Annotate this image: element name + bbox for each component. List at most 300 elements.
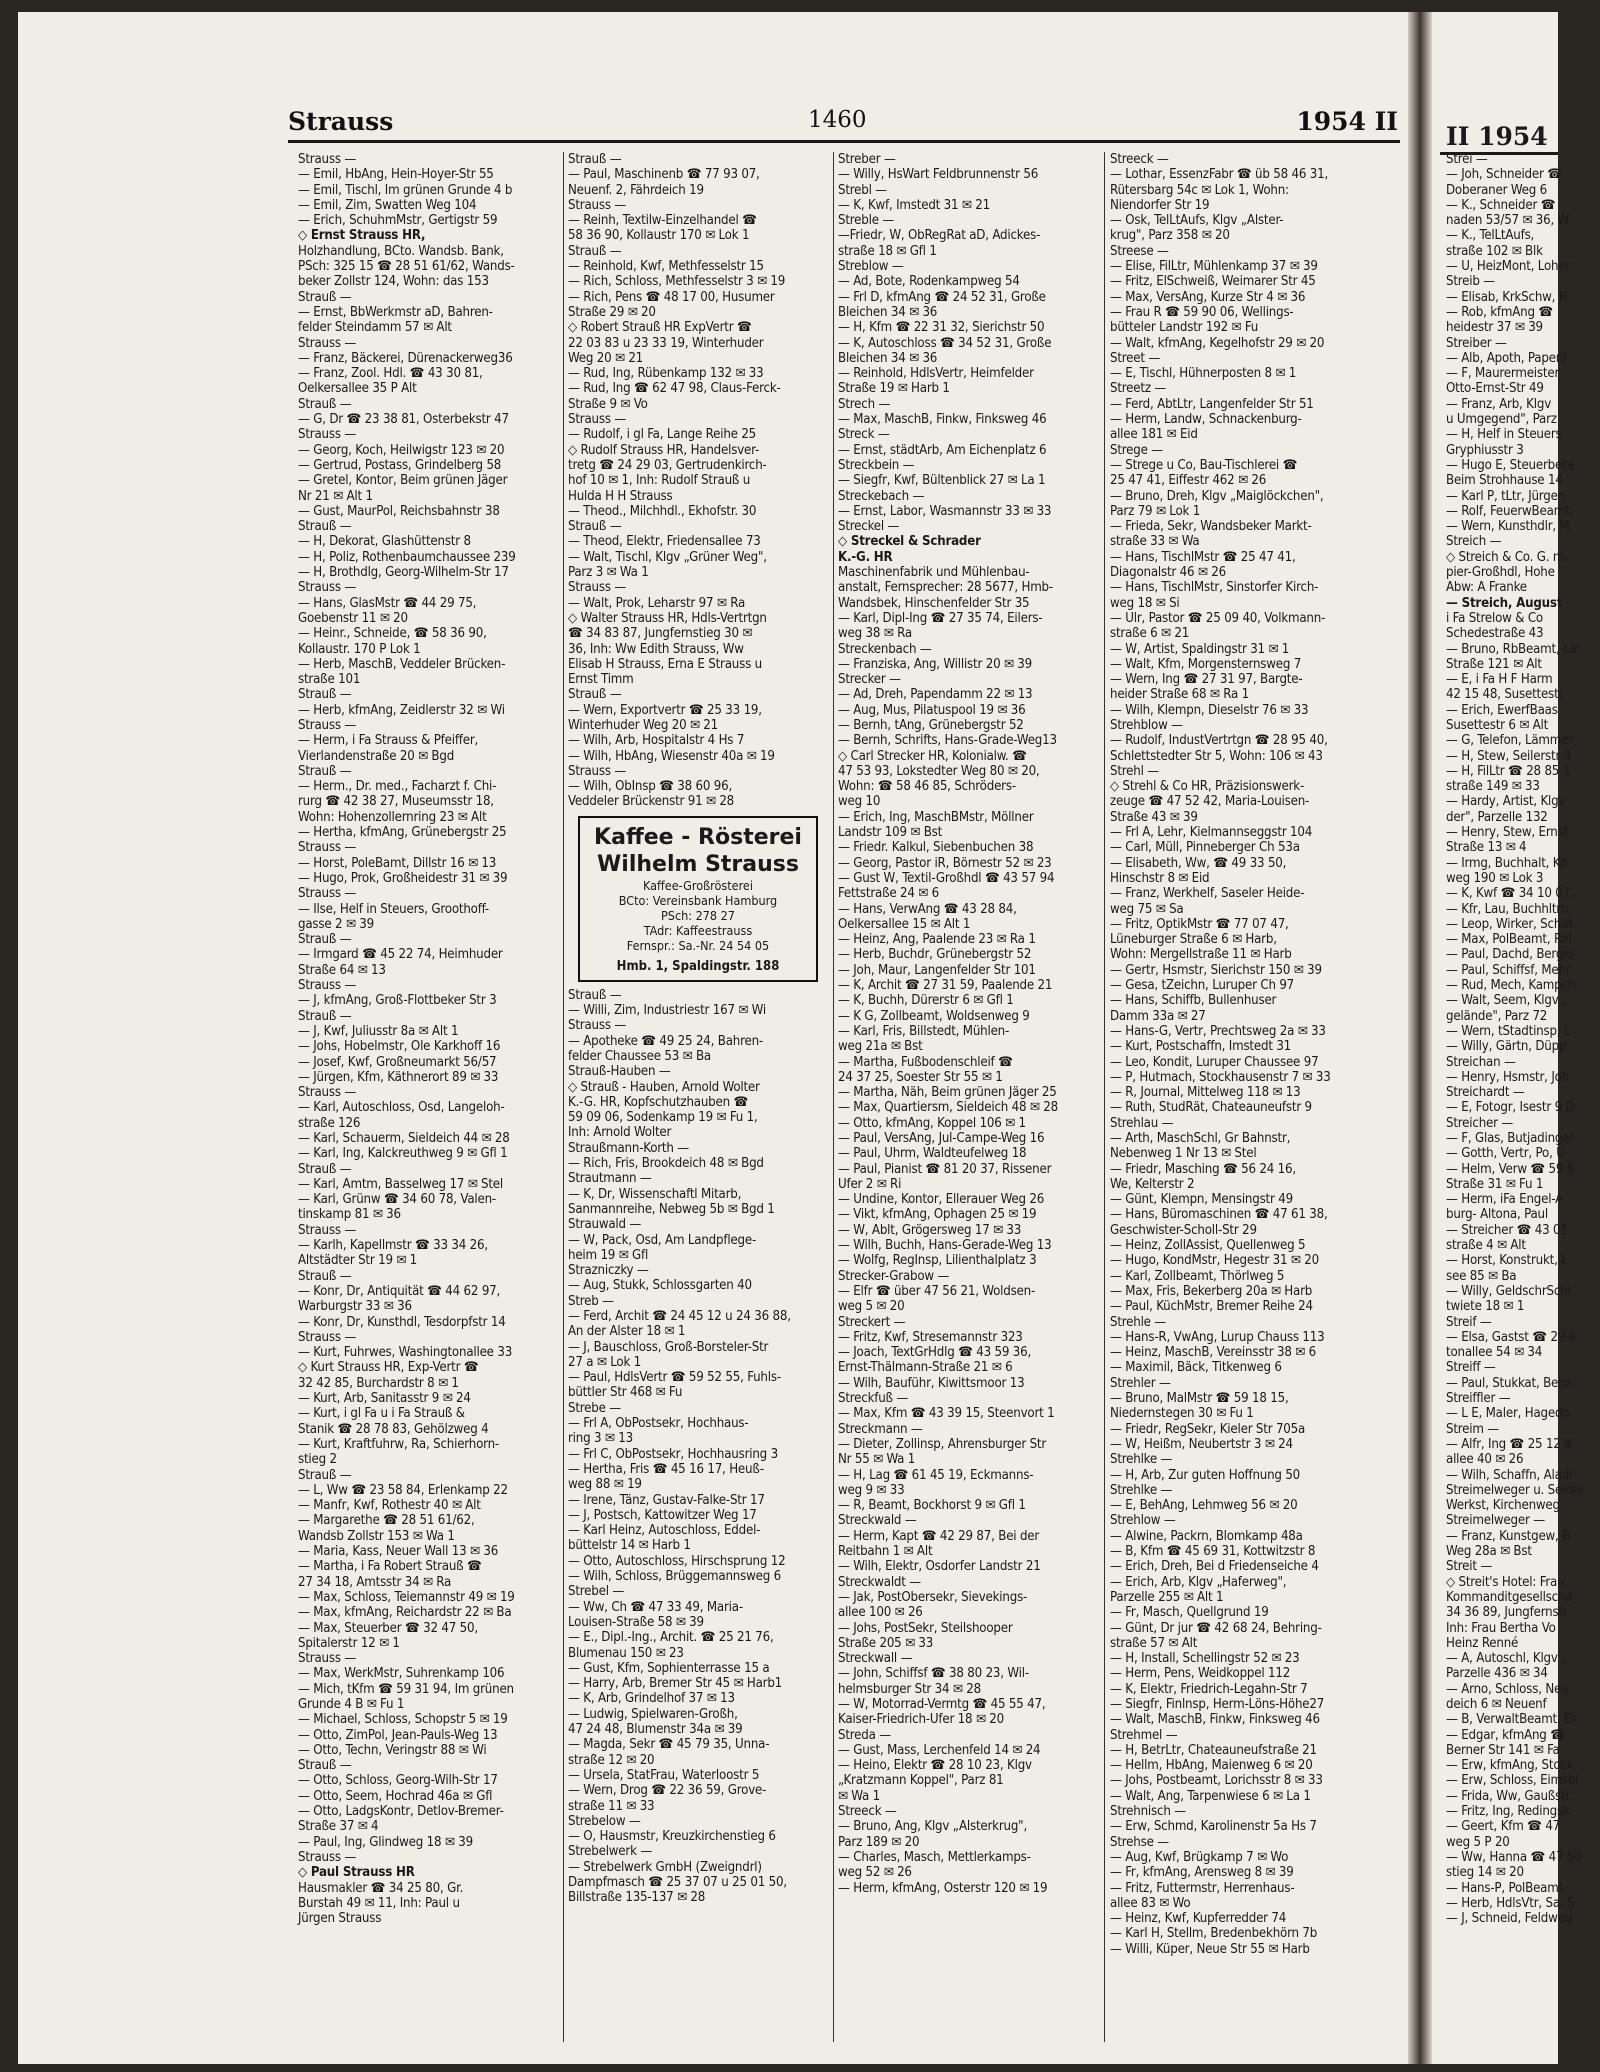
directory-entry: Kommanditgesellscha bbox=[1446, 1589, 1573, 1605]
directory-entry: Hinschstr 8 ✉ Eid bbox=[1110, 870, 1210, 886]
section-heading: Strauss — bbox=[298, 840, 357, 856]
section-heading: Strebelow — bbox=[568, 1813, 641, 1829]
section-heading: Streeck — bbox=[838, 1804, 897, 1820]
directory-entry: — Alb, Apoth, Papenl bbox=[1446, 350, 1567, 366]
directory-entry: — Günt, Klempn, Mensingstr 49 bbox=[1110, 1192, 1293, 1208]
directory-entry: Goebenstr 11 ✉ 20 bbox=[298, 610, 408, 626]
directory-entry: — Elfr ☎ über 47 56 21, Woldsen- bbox=[838, 1283, 1036, 1299]
directory-entry: — Irene, Tänz, Gustav-Falke-Str 17 bbox=[568, 1492, 765, 1508]
directory-entry: — Hans-P, PolBeamt, bbox=[1446, 1880, 1567, 1896]
directory-entry: Stanik ☎ 28 78 83, Gehölzweg 4 bbox=[298, 1421, 489, 1437]
directory-entry: Lüneburger Straße 6 ✉ Harb, bbox=[1110, 932, 1277, 948]
directory-entry: — Alfr, Ing ☎ 25 12 8 bbox=[1446, 1436, 1572, 1452]
directory-entry: — Frida, Ww, Gaußstr bbox=[1446, 1788, 1571, 1804]
directory-entry: Doberaner Weg 6 bbox=[1446, 182, 1547, 198]
directory-entry: — Otto, kfmAng, Koppel 106 ✉ 1 bbox=[838, 1115, 1026, 1131]
directory-entry: — K, Arb, Grindelhof 37 ✉ 13 bbox=[568, 1691, 735, 1707]
directory-entry: weg 5 P 20 bbox=[1446, 1834, 1510, 1850]
directory-entry: weg 9 ✉ 33 bbox=[838, 1482, 905, 1498]
directory-entry: — Vikt, kfmAng, Ophagen 25 ✉ 19 bbox=[838, 1207, 1037, 1223]
directory-entry: — Carl, Müll, Pinneberger Ch 53a bbox=[1110, 840, 1300, 856]
directory-entry: — Karl H, Stellm, Bredenbekhörn 7b bbox=[1110, 1926, 1318, 1942]
directory-entry: — G, Telefon, Lämmer bbox=[1446, 733, 1573, 749]
directory-entry: Burstah 49 ✉ 11, Inh: Paul u bbox=[298, 1895, 460, 1911]
directory-entry: Louisen-Straße 58 ✉ 39 bbox=[568, 1614, 704, 1630]
directory-entry: — Wilh, Arb, Hospitalstr 4 Hs 7 bbox=[568, 733, 745, 749]
directory-entry: ◇ Kurt Strauss HR, Exp-Vertr ☎ bbox=[298, 1360, 479, 1376]
section-heading: Strauss — bbox=[298, 152, 357, 167]
section-heading: Strauss — bbox=[298, 1651, 357, 1667]
directory-entry: tinskamp 81 ✉ 36 bbox=[298, 1207, 401, 1223]
ad-address: Hmb. 1, Spaldingstr. 188 bbox=[616, 958, 780, 974]
directory-entry: — Lothar, EssenzFabr ☎ üb 58 46 31, bbox=[1110, 167, 1329, 183]
section-heading: Strauß — bbox=[298, 519, 352, 535]
directory-entry: — L, Ww ☎ 23 58 84, Erlenkamp 22 bbox=[298, 1482, 508, 1498]
directory-entry: Straße 205 ✉ 33 bbox=[838, 1635, 934, 1651]
directory-column-next-page bbox=[1446, 152, 1583, 2058]
directory-entry: — Apotheke ☎ 49 25 24, Bahren- bbox=[568, 1033, 763, 1049]
directory-entry: — Heinz, Ang, Paalende 23 ✉ Ra 1 bbox=[838, 932, 1036, 948]
directory-entry: — Hans, Büromaschinen ☎ 47 61 38, bbox=[1110, 1207, 1328, 1223]
section-heading: Strehlow — bbox=[1110, 1513, 1176, 1529]
directory-entry: — H, Helf in Steuers bbox=[1446, 427, 1562, 443]
directory-entry: helmsburger Str 34 ✉ 28 bbox=[838, 1681, 981, 1697]
directory-entry: — Reinhold, HdlsVertr, Heimfelder bbox=[838, 366, 1034, 382]
directory-entry: — Walt, Prok, Leharstr 97 ✉ Ra bbox=[568, 595, 746, 611]
section-heading: Strauss — bbox=[298, 1849, 357, 1865]
directory-entry: Bleichen 34 ✉ 36 bbox=[838, 350, 938, 366]
directory-entry: — A, Autoschl, Klgv „ bbox=[1446, 1651, 1568, 1667]
directory-entry: PSch: 325 15 ☎ 28 51 61/62, Wands- bbox=[298, 259, 515, 275]
directory-entry: — Siegfr, Kwf, Bültenblick 27 ✉ La 1 bbox=[838, 473, 1046, 489]
directory-entry: — Fritz, Ing, Redingsk bbox=[1446, 1804, 1570, 1820]
section-heading: Streiff — bbox=[1446, 1360, 1496, 1376]
section-heading: Straußmann-Korth — bbox=[568, 1140, 689, 1156]
directory-entry: straße 101 bbox=[298, 672, 361, 688]
directory-entry: — Ilse, Helf in Steuers, Groothoff- bbox=[298, 901, 490, 917]
directory-entry: — Herb, HdlsVtr, Sa, S bbox=[1446, 1895, 1575, 1911]
directory-entry: Oelkersallee 15 ✉ Alt 1 bbox=[838, 916, 971, 932]
directory-entry: — Herm, Landw, Schnackenburg- bbox=[1110, 412, 1302, 428]
directory-entry: — Rudolf, i gl Fa, Lange Reihe 25 bbox=[568, 427, 757, 443]
directory-entry: — Johs, Postbeamt, Lorichsstr 8 ✉ 33 bbox=[1110, 1773, 1323, 1789]
directory-entry: büttelstr 14 ✉ Harb 1 bbox=[568, 1538, 691, 1554]
directory-entry: K.-G. HR bbox=[838, 549, 893, 565]
directory-entry: — B, Kfm ☎ 45 69 31, Kottwitzstr 8 bbox=[1110, 1544, 1316, 1560]
directory-entry: — R, Beamt, Bockhorst 9 ✉ Gfl 1 bbox=[838, 1498, 1026, 1514]
section-heading: Streicher — bbox=[1446, 1115, 1514, 1131]
section-heading: Strehnisch — bbox=[1110, 1804, 1186, 1820]
directory-entry: Elisab H Strauss, Erna E Strauss u bbox=[568, 656, 762, 672]
page-number: 1460 bbox=[808, 107, 867, 133]
directory-entry: — Kurt, Postschaffn, Imstedt 31 bbox=[1110, 1039, 1292, 1055]
directory-entry: — Geert, Kfm ☎ 47 bbox=[1446, 1819, 1561, 1835]
section-heading: Streckwaldt — bbox=[838, 1574, 921, 1590]
directory-entry: — Magda, Sekr ☎ 45 79 35, Unna- bbox=[568, 1737, 770, 1753]
directory-entry: — Erw, Schmd, Karolinenstr 5a Hs 7 bbox=[1110, 1819, 1317, 1835]
directory-entry: weg 18 ✉ Si bbox=[1110, 595, 1180, 611]
directory-entry: Nr 55 ✉ Wa 1 bbox=[838, 1452, 916, 1468]
directory-entry: weg 5 ✉ 20 bbox=[838, 1299, 905, 1315]
directory-entry: — Gust, MaurPol, Reichsbahnstr 38 bbox=[298, 503, 500, 519]
directory-entry: Dampfmasch ☎ 25 37 07 u 25 01 50, bbox=[568, 1874, 787, 1890]
directory-entry: — Elise, FilLtr, Mühlenkamp 37 ✉ 39 bbox=[1110, 259, 1318, 275]
directory-entry: — Irmg, Buchhalt, Kö bbox=[1446, 855, 1567, 871]
directory-entry: — W, Motorrad-Vermtg ☎ 45 55 47, bbox=[838, 1696, 1046, 1712]
directory-entry: gasse 2 ✉ 39 bbox=[298, 916, 374, 932]
directory-entry: — Max, WerkMstr, Suhrenkamp 106 bbox=[298, 1666, 505, 1682]
directory-entry: — E., Dipl.-Ing., Archit. ☎ 25 21 76, bbox=[568, 1630, 774, 1646]
directory-entry: weg 190 ✉ Lok 3 bbox=[1446, 870, 1544, 886]
section-heading: Streib — bbox=[1446, 274, 1495, 290]
directory-entry: bütteler Landstr 192 ✉ Fu bbox=[1110, 320, 1259, 336]
section-heading: Strauss — bbox=[568, 580, 627, 596]
directory-entry: Fettstraße 24 ✉ 6 bbox=[838, 886, 939, 902]
directory-entry: — Undine, Kontor, Ellerauer Weg 26 bbox=[838, 1192, 1045, 1208]
section-heading: Strauss — bbox=[298, 427, 357, 443]
directory-entry: — G, Dr ☎ 23 38 81, Osterbekstr 47 bbox=[298, 412, 509, 428]
directory-entry: — Max, Quartiersm, Sieldeich 48 ✉ 28 bbox=[838, 1100, 1058, 1116]
section-heading: Strehlau — bbox=[1110, 1115, 1174, 1131]
section-heading: Strazniczky — bbox=[568, 1263, 649, 1279]
header-year-volume: 1954 II bbox=[1296, 107, 1398, 136]
directory-entry: — Martha, Näh, Beim grünen Jäger 25 bbox=[838, 1085, 1057, 1101]
directory-entry: — Rud, Ing ☎ 62 47 98, Claus-Ferck- bbox=[568, 381, 781, 397]
directory-entry: i Fa Strelow & Co bbox=[1446, 610, 1543, 626]
directory-entry: Wandsb Zollstr 153 ✉ Wa 1 bbox=[298, 1528, 455, 1544]
directory-entry: — K, Buchh, Dürerstr 6 ✉ Gfl 1 bbox=[838, 993, 1014, 1009]
directory-entry: — Otto, Schloss, Georg-Wilh-Str 17 bbox=[298, 1773, 498, 1789]
directory-entry: — Wilh, Bauführ, Kiwittsmoor 13 bbox=[838, 1375, 1025, 1391]
directory-entry: straße 6 ✉ 21 bbox=[1110, 626, 1190, 642]
directory-entry: — E, Fotogr, Isestr 9 D bbox=[1446, 1100, 1575, 1116]
section-heading: Strehl — bbox=[1110, 763, 1159, 779]
directory-entry: — Otto, LadgsKontr, Detlov-Bremer- bbox=[298, 1804, 504, 1820]
section-heading: Strauss — bbox=[568, 197, 627, 213]
directory-entry: — K G, Zollbeamt, Woldsenweg 9 bbox=[838, 1008, 1030, 1024]
directory-entry: Reitbahn 1 ✉ Alt bbox=[838, 1544, 933, 1560]
directory-entry: — Ulr, Pastor ☎ 25 09 40, Volkmann- bbox=[1110, 610, 1326, 626]
directory-entry: — E, Tischl, Hühnerposten 8 ✉ 1 bbox=[1110, 366, 1297, 382]
directory-entry: — Henry, Hsmstr, Joh bbox=[1446, 1069, 1569, 1085]
directory-entry: — Hardy, Artist, Klgv bbox=[1446, 794, 1566, 810]
section-heading: Strauß — bbox=[568, 987, 622, 1003]
directory-entry: — H, Dekorat, Glashüttenstr 8 bbox=[298, 534, 471, 550]
directory-entry: — Theod., Milchhdl., Ekhofstr. 30 bbox=[568, 503, 757, 519]
section-heading: Strehler — bbox=[1110, 1375, 1171, 1391]
directory-entry: — Ursela, StatFrau, Waterloostr 5 bbox=[568, 1767, 760, 1783]
directory-entry: — Herb, Buchdr, Grünebergstr 52 bbox=[838, 947, 1032, 963]
directory-entry: pier-Großhdl, Hohe bbox=[1446, 565, 1555, 581]
directory-entry: — Willi, Zim, Industriestr 167 ✉ Wi bbox=[568, 1003, 767, 1019]
directory-entry: — Ww, Ch ☎ 47 33 49, Maria- bbox=[568, 1599, 743, 1615]
directory-entry: allee 83 ✉ Wo bbox=[1110, 1895, 1191, 1911]
directory-entry: — Manfr, Kwf, Rothestr 40 ✉ Alt bbox=[298, 1498, 481, 1514]
section-heading: Strauß — bbox=[298, 932, 352, 948]
section-heading: Streeck — bbox=[1110, 152, 1169, 167]
directory-entry: — Leop, Wirker, Schat bbox=[1446, 916, 1573, 932]
directory-entry: — Joach, TextGrHdlg ☎ 43 59 36, bbox=[838, 1345, 1032, 1361]
directory-entry: — Joh, Schneider ☎ bbox=[1446, 167, 1562, 183]
directory-entry: straße 126 bbox=[298, 1115, 361, 1131]
directory-entry: — Herm, i Fa Strauss & Pfeiffer, bbox=[298, 733, 479, 749]
directory-entry: — Kurt, Arb, Sanitasstr 9 ✉ 24 bbox=[298, 1391, 471, 1407]
directory-entry: — Harry, Arb, Bremer Str 45 ✉ Harb1 bbox=[568, 1676, 783, 1692]
directory-column-2 bbox=[568, 152, 830, 2058]
directory-entry: — Strege u Co, Bau-Tischlerei ☎ bbox=[1110, 457, 1298, 473]
directory-entry: weg 88 ✉ 19 bbox=[568, 1477, 642, 1493]
directory-entry: Hausmakler ☎ 34 25 80, Gr. bbox=[298, 1880, 464, 1896]
advertisement-box bbox=[578, 816, 818, 982]
directory-entry: straße 102 ✉ Blk bbox=[1446, 243, 1543, 259]
directory-entry: — Fr, Masch, Quellgrund 19 bbox=[1110, 1605, 1269, 1621]
directory-entry: heim 19 ✉ Gfl bbox=[568, 1247, 649, 1263]
directory-entry: — K, Kwf ☎ 34 10 07, bbox=[1446, 886, 1574, 902]
directory-entry: — Max, VersAng, Kurze Str 4 ✉ 36 bbox=[1110, 289, 1306, 305]
section-heading: Streim — bbox=[1446, 1421, 1499, 1437]
directory-entry: — Siegfr, Finlnsp, Herm-Löns-Höhe27 bbox=[1110, 1696, 1325, 1712]
directory-entry: — Erw, kfmAng, Stock bbox=[1446, 1758, 1574, 1774]
directory-entry: — Paul, Uhrm, Waldteufelweg 18 bbox=[838, 1146, 1027, 1162]
directory-entry: — Ludwig, Spielwaren-Großh, bbox=[568, 1706, 738, 1722]
section-heading: Strauß — bbox=[298, 1008, 352, 1024]
section-heading: Strei — bbox=[1446, 152, 1488, 167]
directory-entry: — Edgar, kfmAng ☎ bbox=[1446, 1727, 1565, 1743]
directory-entry: — Jak, PostObersekr, Sievekings- bbox=[838, 1589, 1028, 1605]
directory-entry: — Heinz, Kwf, Kupferredder 74 bbox=[1110, 1911, 1287, 1927]
directory-entry: — Karl, Schauerm, Sieldeich 44 ✉ 28 bbox=[298, 1131, 510, 1146]
book-gutter bbox=[1408, 12, 1432, 2064]
directory-entry: — Paul, Stukkat, Benz bbox=[1446, 1375, 1572, 1391]
directory-entry: An der Alster 18 ✉ 1 bbox=[568, 1324, 686, 1340]
directory-entry: — W, Pack, Osd, Am Landpflege- bbox=[568, 1232, 757, 1248]
directory-entry: straße 18 ✉ Gfl 1 bbox=[838, 243, 937, 259]
directory-entry: — H, Stew, Seilerstr 4 bbox=[1446, 748, 1572, 764]
section-heading: Strehlke — bbox=[1110, 1452, 1173, 1468]
directory-entry: — Ad, Bote, Rodenkampweg 54 bbox=[838, 274, 1020, 290]
directory-entry: Straße 64 ✉ 13 bbox=[298, 962, 386, 978]
directory-entry: Diagonalstr 46 ✉ 26 bbox=[1110, 565, 1226, 581]
section-heading: Streckel — bbox=[838, 519, 900, 535]
directory-entry: — H, Arb, Zur guten Hoffnung 50 bbox=[1110, 1467, 1301, 1483]
directory-entry: — Paul, Schiffsf, Mehr bbox=[1446, 962, 1571, 978]
directory-entry: Susettestr 6 ✉ Alt bbox=[1446, 717, 1549, 733]
directory-entry: weg 21a ✉ Bst bbox=[838, 1039, 923, 1055]
section-heading: Strauss — bbox=[298, 886, 357, 902]
directory-entry: — Franz, Kunstgew, B bbox=[1446, 1528, 1571, 1544]
directory-entry: straße 33 ✉ Wa bbox=[1110, 534, 1200, 550]
section-heading: Strehlke — bbox=[1110, 1482, 1173, 1498]
directory-entry: Sanmannreihe, Nebweg 5b ✉ Bgd 1 bbox=[568, 1201, 775, 1217]
column-divider bbox=[833, 152, 834, 2042]
directory-entry: — Karl, Autoschloss, Osd, Langeloh- bbox=[298, 1100, 505, 1116]
section-heading: Streckert — bbox=[838, 1314, 906, 1330]
directory-entry: — Wilh, Schaffn, Aladi bbox=[1446, 1467, 1573, 1483]
directory-entry: Nr 21 ✉ Alt 1 bbox=[298, 488, 373, 504]
directory-entry: — Streich, August bbox=[1446, 595, 1563, 611]
directory-entry: ◇ Streckel & Schrader bbox=[838, 534, 981, 550]
directory-entry: Hulda H H Strauss bbox=[568, 488, 673, 504]
directory-entry: ✉ Wa 1 bbox=[838, 1788, 880, 1804]
directory-entry: straße 12 ✉ 20 bbox=[568, 1752, 655, 1768]
directory-entry: — Hertha, Fris ☎ 45 16 17, Heuß- bbox=[568, 1461, 764, 1477]
directory-entry: heidestr 37 ✉ 39 bbox=[1446, 320, 1543, 336]
directory-entry: — Willi, Küper, Neue Str 55 ✉ Harb bbox=[1110, 1941, 1310, 1957]
directory-entry: — Elisab, KrkSchw, H bbox=[1446, 289, 1568, 305]
section-heading: Strauss — bbox=[568, 412, 627, 428]
directory-entry: Grunde 4 B ✉ Fu 1 bbox=[298, 1696, 405, 1712]
directory-entry: Spitalerstr 12 ✉ 1 bbox=[298, 1635, 400, 1651]
directory-entry: — Karl P, tLtr, Jürgen bbox=[1446, 488, 1566, 504]
directory-entry: — Karl, Zollbeamt, Thörlweg 5 bbox=[1110, 1268, 1285, 1284]
directory-entry: — Heinz, MaschB, Vereinsstr 38 ✉ 6 bbox=[1110, 1345, 1316, 1361]
directory-entry: — Maximil, Bäck, Titkenweg 6 bbox=[1110, 1360, 1282, 1376]
section-heading: Streiffler — bbox=[1446, 1391, 1511, 1407]
directory-entry: — Reinhold, Kwf, Methfesselstr 15 bbox=[568, 259, 764, 275]
directory-entry: — Johs, Hobelmstr, Ole Karkhoff 16 bbox=[298, 1039, 501, 1055]
directory-entry: Blumenau 150 ✉ 23 bbox=[568, 1645, 684, 1661]
directory-entry: Landstr 109 ✉ Bst bbox=[838, 825, 943, 841]
directory-entry: — Bruno, MalMstr ☎ 59 18 15, bbox=[1110, 1391, 1289, 1407]
directory-entry: 42 15 48, Susettestr bbox=[1446, 687, 1564, 703]
directory-entry: felder Steindamm 57 ✉ Alt bbox=[298, 320, 452, 336]
directory-entry: — Bruno, Dreh, Klgv „Maiglöckchen", bbox=[1110, 488, 1324, 504]
directory-entry: — H, BetrLtr, Chateauneufstraße 21 bbox=[1110, 1742, 1317, 1758]
directory-entry: — Max, Kfm ☎ 43 39 15, Steenvort 1 bbox=[838, 1406, 1055, 1422]
directory-entry: — E, i Fa H F Harm bbox=[1446, 672, 1553, 688]
directory-entry: ◇ Walter Strauss HR, Hdls-Vertrtgn bbox=[568, 610, 767, 626]
section-heading: Streckmann — bbox=[838, 1421, 923, 1437]
section-heading: Strauß — bbox=[568, 519, 622, 535]
directory-entry: ◇ Ernst Strauss HR, bbox=[298, 228, 426, 244]
directory-entry: — Strebelwerk GmbH (Zweigndrl) bbox=[568, 1859, 762, 1875]
directory-entry: — W, Ablt, Grögersweg 17 ✉ 33 bbox=[838, 1222, 1022, 1238]
directory-entry: beker Zollstr 124, Wohn: das 153 bbox=[298, 274, 489, 290]
section-heading: Strehse — bbox=[1110, 1834, 1169, 1850]
directory-entry: — Aug, Mus, Pilatuspool 19 ✉ 36 bbox=[838, 702, 1026, 718]
directory-entry: ◇ Robert Strauß HR ExpVertr ☎ bbox=[568, 320, 752, 336]
directory-entry: — Willy, HsWart Feldbrunnenstr 56 bbox=[838, 167, 1039, 183]
section-heading: Streiber — bbox=[1446, 335, 1507, 351]
section-heading: Strech — bbox=[838, 396, 891, 412]
directory-entry: — Gesa, tZeichn, Luruper Ch 97 bbox=[1110, 978, 1295, 994]
directory-entry: — Alwine, Packrn, Blomkamp 48a bbox=[1110, 1528, 1303, 1544]
directory-entry: — Rich, Schloss, Methfesselstr 3 ✉ 19 bbox=[568, 274, 786, 290]
directory-entry: deich 6 ✉ Neuenf bbox=[1446, 1696, 1547, 1712]
directory-column-1 bbox=[298, 152, 560, 2058]
directory-entry: — Paul, Ing, Glindweg 18 ✉ 39 bbox=[298, 1834, 473, 1850]
header-rule bbox=[288, 140, 1400, 143]
section-heading: Streckbein — bbox=[838, 457, 915, 473]
directory-entry: Wohn: Mergellstraße 11 ✉ Harb bbox=[1110, 947, 1292, 963]
directory-entry: Werkst, Kirchenweg bbox=[1446, 1498, 1560, 1514]
directory-entry: — Emil, HbAng, Hein-Hoyer-Str 55 bbox=[298, 167, 494, 183]
directory-entry: Parzelle 255 ✉ Alt 1 bbox=[1110, 1589, 1224, 1605]
directory-entry: — Karl, Grünw ☎ 34 60 78, Valen- bbox=[298, 1192, 496, 1208]
directory-entry: straße 149 ✉ 33 bbox=[1446, 779, 1540, 795]
header-keyword-left: Strauss bbox=[288, 107, 394, 136]
directory-entry: Oelkersallee 35 P Alt bbox=[298, 381, 417, 397]
directory-entry: — Erich, EwerfBaas bbox=[1446, 702, 1558, 718]
directory-entry: — Margarethe ☎ 28 51 61/62, bbox=[298, 1513, 475, 1529]
directory-entry: — Helm, Verw ☎ 59 6 bbox=[1446, 1161, 1575, 1177]
directory-entry: — Max, Fris, Bekerberg 20a ✉ Harb bbox=[1110, 1283, 1313, 1299]
ad-line: PSch: 278 27 bbox=[661, 907, 735, 923]
directory-entry: Straße 19 ✉ Harb 1 bbox=[838, 381, 950, 397]
ad-line: Kaffee-Großrösterei bbox=[643, 877, 753, 893]
directory-entry: — Ferd, Archit ☎ 24 45 12 u 24 36 88, bbox=[568, 1309, 791, 1324]
directory-entry: — Mich, tKfm ☎ 59 31 94, Im grünen bbox=[298, 1681, 514, 1697]
directory-entry: — Bernh, Schrifts, Hans-Grade-Weg13 bbox=[838, 733, 1057, 749]
directory-entry: — Johs, PostSekr, Steilshooper bbox=[838, 1620, 1013, 1636]
directory-entry: Straße 31 ✉ Fu 1 bbox=[1446, 1176, 1544, 1192]
directory-entry: Maschinenfabrik und Mühlenbau- bbox=[838, 565, 1030, 581]
directory-entry: stieg 2 bbox=[298, 1452, 337, 1468]
directory-entry: — H, FilLtr ☎ 28 85 1 bbox=[1446, 763, 1571, 779]
section-heading: Streit — bbox=[1446, 1559, 1493, 1575]
directory-entry: — Fritz, OptikMstr ☎ 77 07 47, bbox=[1110, 916, 1289, 932]
directory-entry: — Paul, VersAng, Jul-Campe-Weg 16 bbox=[838, 1131, 1045, 1146]
directory-entry: — H, Lag ☎ 61 45 19, Eckmanns- bbox=[838, 1467, 1034, 1483]
directory-entry: tonallee 54 ✉ 34 bbox=[1446, 1345, 1543, 1361]
directory-entry: anstalt, Fernsprecher: 28 5677, Hmb- bbox=[838, 580, 1053, 596]
directory-entry: — Max, PolBeamt, Rel bbox=[1446, 932, 1572, 948]
section-heading: Streckenbach — bbox=[838, 641, 932, 657]
directory-entry: — J, Kwf, Juliusstr 8a ✉ Alt 1 bbox=[298, 1023, 459, 1039]
directory-entry: 25 47 41, Eiffestr 462 ✉ 26 bbox=[1110, 473, 1267, 489]
directory-entry: — Erich, Arb, Klgv „Haferweg", bbox=[1110, 1574, 1287, 1590]
directory-entry: — Walt, kfmAng, Kegelhofstr 29 ✉ 20 bbox=[1110, 335, 1325, 351]
directory-entry: Wandsbek, Hinschenfelder Str 35 bbox=[838, 595, 1030, 611]
directory-entry: — Wilh, HbAng, Wiesenstr 40a ✉ 19 bbox=[568, 748, 775, 764]
section-heading: Strauß — bbox=[298, 1467, 352, 1483]
directory-entry: — Franz, Zool. Hdl. ☎ 43 30 81, bbox=[298, 366, 483, 382]
directory-entry: — Franz, Bäckerei, Dürenackerweg36 bbox=[298, 350, 513, 366]
directory-entry: Niedernstegen 30 ✉ Fu 1 bbox=[1110, 1406, 1254, 1422]
directory-entry: Ernst-Thälmann-Straße 21 ✉ 6 bbox=[838, 1360, 1013, 1376]
section-heading: Strebelwerk — bbox=[568, 1844, 652, 1860]
section-heading: Streble — bbox=[838, 213, 895, 229]
directory-entry: — Hugo, Prok, Großheidestr 31 ✉ 39 bbox=[298, 870, 508, 886]
directory-entry: weg 75 ✉ Sa bbox=[1110, 901, 1184, 917]
directory-entry: — Wilh, Schloss, Brüggemannsweg 6 bbox=[568, 1569, 781, 1585]
directory-entry: — Maria, Kass, Neuer Wall 13 ✉ 36 bbox=[298, 1544, 499, 1560]
section-heading: Streckfuß — bbox=[838, 1391, 909, 1407]
directory-entry: — Josef, Kwf, Großneumarkt 56/57 bbox=[298, 1054, 497, 1070]
directory-entry: — Henry, Stew, Ernst bbox=[1446, 825, 1569, 841]
section-heading: Streckwall — bbox=[838, 1651, 913, 1667]
next-page-header: II 1954 bbox=[1446, 122, 1548, 151]
directory-entry: Rütersbarg 54c ✉ Lok 1, Wohn: bbox=[1110, 182, 1289, 198]
directory-entry: — H, Install, Schellingstr 52 ✉ 23 bbox=[1110, 1651, 1300, 1667]
directory-entry: — Theod, Elektr, Friedensallee 73 bbox=[568, 534, 761, 550]
directory-entry: — R, Journal, Mittelweg 118 ✉ 13 bbox=[1110, 1085, 1301, 1101]
directory-entry: — Dieter, Zollinsp, Ahrensburger Str bbox=[838, 1436, 1047, 1452]
directory-entry: — K, Dr, Wissenschaftl Mitarb, bbox=[568, 1186, 742, 1202]
directory-entry: — Reinh, Textilw-Einzelhandel ☎ bbox=[568, 213, 757, 229]
directory-entry: — Kurt, i gl Fa u i Fa Strauß & bbox=[298, 1406, 465, 1422]
section-heading: Streblow — bbox=[838, 259, 904, 275]
directory-entry: Heinz Renné bbox=[1446, 1635, 1519, 1651]
section-heading: Strebel — bbox=[568, 1584, 625, 1600]
section-heading: Strauß — bbox=[298, 763, 352, 779]
directory-entry: — Frl A, ObPostsekr, Hochhaus- bbox=[568, 1416, 749, 1432]
directory-entry: Altstädter Str 19 ✉ 1 bbox=[298, 1253, 418, 1269]
directory-entry: — Konr, Dr, Kunsthdl, Tesdorpfstr 14 bbox=[298, 1314, 506, 1330]
directory-entry: Holzhandlung, BCto. Wandsb. Bank, bbox=[298, 243, 504, 259]
directory-entry: burg- Altona, Paul bbox=[1446, 1207, 1548, 1223]
directory-entry: — O, Hausmstr, Kreuzkirchenstieg 6 bbox=[568, 1829, 776, 1845]
